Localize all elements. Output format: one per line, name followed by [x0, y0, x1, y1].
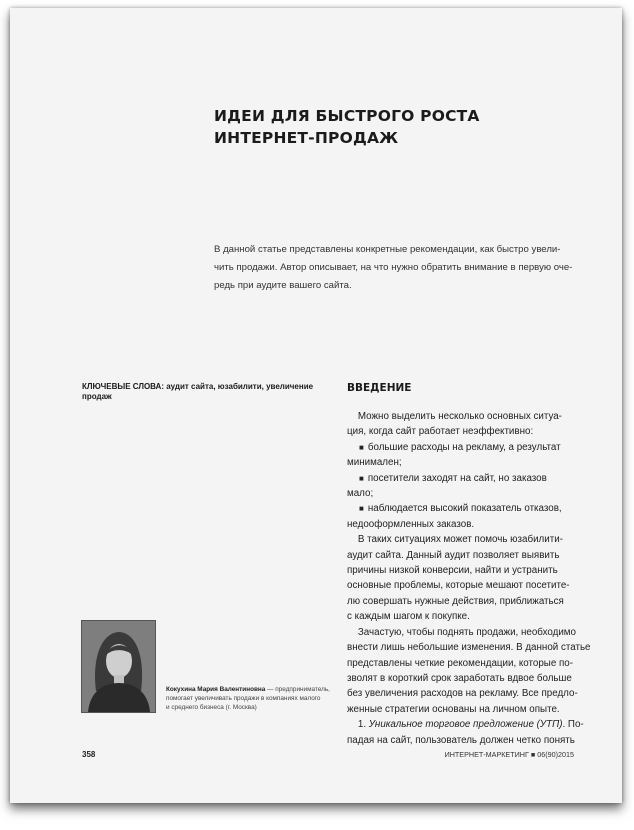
issue-number: 06(90)2015	[537, 750, 574, 759]
bullet-icon: ■	[359, 504, 364, 514]
body-line: с каждым шагом к покупке.	[347, 611, 470, 623]
journal-name: ИНТЕРНЕТ-МАРКЕТИНГ	[444, 750, 529, 759]
author-line-2: помогает увеличивать продажи в компаниях малого	[166, 695, 321, 702]
author-caption	[166, 685, 341, 712]
body-line: минимален;	[347, 457, 402, 469]
body-line: Можно выделить несколько основных ситуа-	[347, 411, 562, 422]
body-line: основные проблемы, которые мешают посетите-	[347, 580, 570, 592]
body-line: недооформленных заказов.	[347, 518, 475, 530]
body-line: мало;	[347, 488, 374, 500]
intro-heading: ВВЕДЕНИЕ	[347, 382, 412, 394]
body-line: женные стратегии основаны на личном опыте.	[347, 703, 560, 715]
keywords-line-1: КЛЮЧЕВЫЕ СЛОВА: аудит сайта, юзабилити, увеличение	[82, 382, 314, 391]
author-role: — предприниматель,	[265, 686, 330, 693]
bullet-item-2: ■ посетители заходят на сайт, но заказов	[359, 472, 547, 484]
article-title	[214, 105, 514, 149]
body-line: без увеличения расходов на рекламу. Все предло-	[347, 688, 578, 700]
page-number: 358	[82, 750, 96, 759]
bullet-icon: ■	[359, 442, 364, 452]
body-line: лю совершать нужные действия, приближаться	[347, 595, 564, 607]
author-line-3: и среднего бизнеса (г. Москва)	[166, 704, 257, 711]
body-line: зволят в короткий срок заработать вдвое больше	[347, 672, 572, 684]
utp-term: Уникальное торговое предложение (УТП)	[368, 719, 563, 731]
title-line-1: ИДЕИ ДЛЯ БЫСТРОГО РОСТА	[214, 107, 480, 125]
abstract-line-1: В данной статье представлены конкретные рекомендации, как быстро увели-	[214, 244, 561, 255]
bullet-icon: ■	[359, 473, 364, 483]
author-line-1	[166, 685, 341, 694]
intro-body	[347, 409, 597, 748]
bullet-item-1: ■ большие расходы на рекламу, а результат	[359, 441, 561, 453]
separator-square-icon: ■	[530, 750, 536, 759]
body-line: внести лишь небольшие изменения. В данной статье	[347, 642, 591, 654]
abstract-line-3: редь при аудите вашего сайта.	[214, 280, 352, 291]
body-line: ция, когда сайт работает неэффективно:	[347, 426, 534, 438]
body-line: В таких ситуациях может помочь юзабилити-	[347, 534, 563, 546]
page-sheet	[10, 8, 622, 803]
abstract-line-2: чить продажи. Автор описывает, на что нужно обратить внимание в первую оче-	[214, 262, 573, 273]
body-line-utp: 1. Уникальное торговое предложение (УТП). По-	[347, 719, 584, 731]
title-line-2: ИНТЕРНЕТ-ПРОДАЖ	[214, 129, 399, 147]
bullet-item-3: ■ наблюдается высокий показатель отказов,	[359, 503, 562, 515]
running-footer	[445, 750, 574, 759]
keywords	[82, 382, 332, 402]
author-photo	[81, 620, 156, 713]
article-abstract	[214, 241, 594, 295]
author-portrait-image	[82, 621, 155, 712]
body-line: аудит сайта. Данный аудит позволяет выявить	[347, 549, 560, 561]
body-line: причины низкой конверсии, найти и устранить	[347, 565, 558, 577]
body-line: Зачастую, чтобы поднять продажи, необходимо	[347, 626, 576, 638]
keywords-line-2: продаж	[82, 392, 112, 401]
body-line: падая на сайт, пользователь должен четко понять	[347, 734, 575, 746]
author-name: Кокухина Мария Валентиновна	[166, 686, 266, 693]
body-line: представлены четкие рекомендации, которые по-	[347, 657, 574, 669]
